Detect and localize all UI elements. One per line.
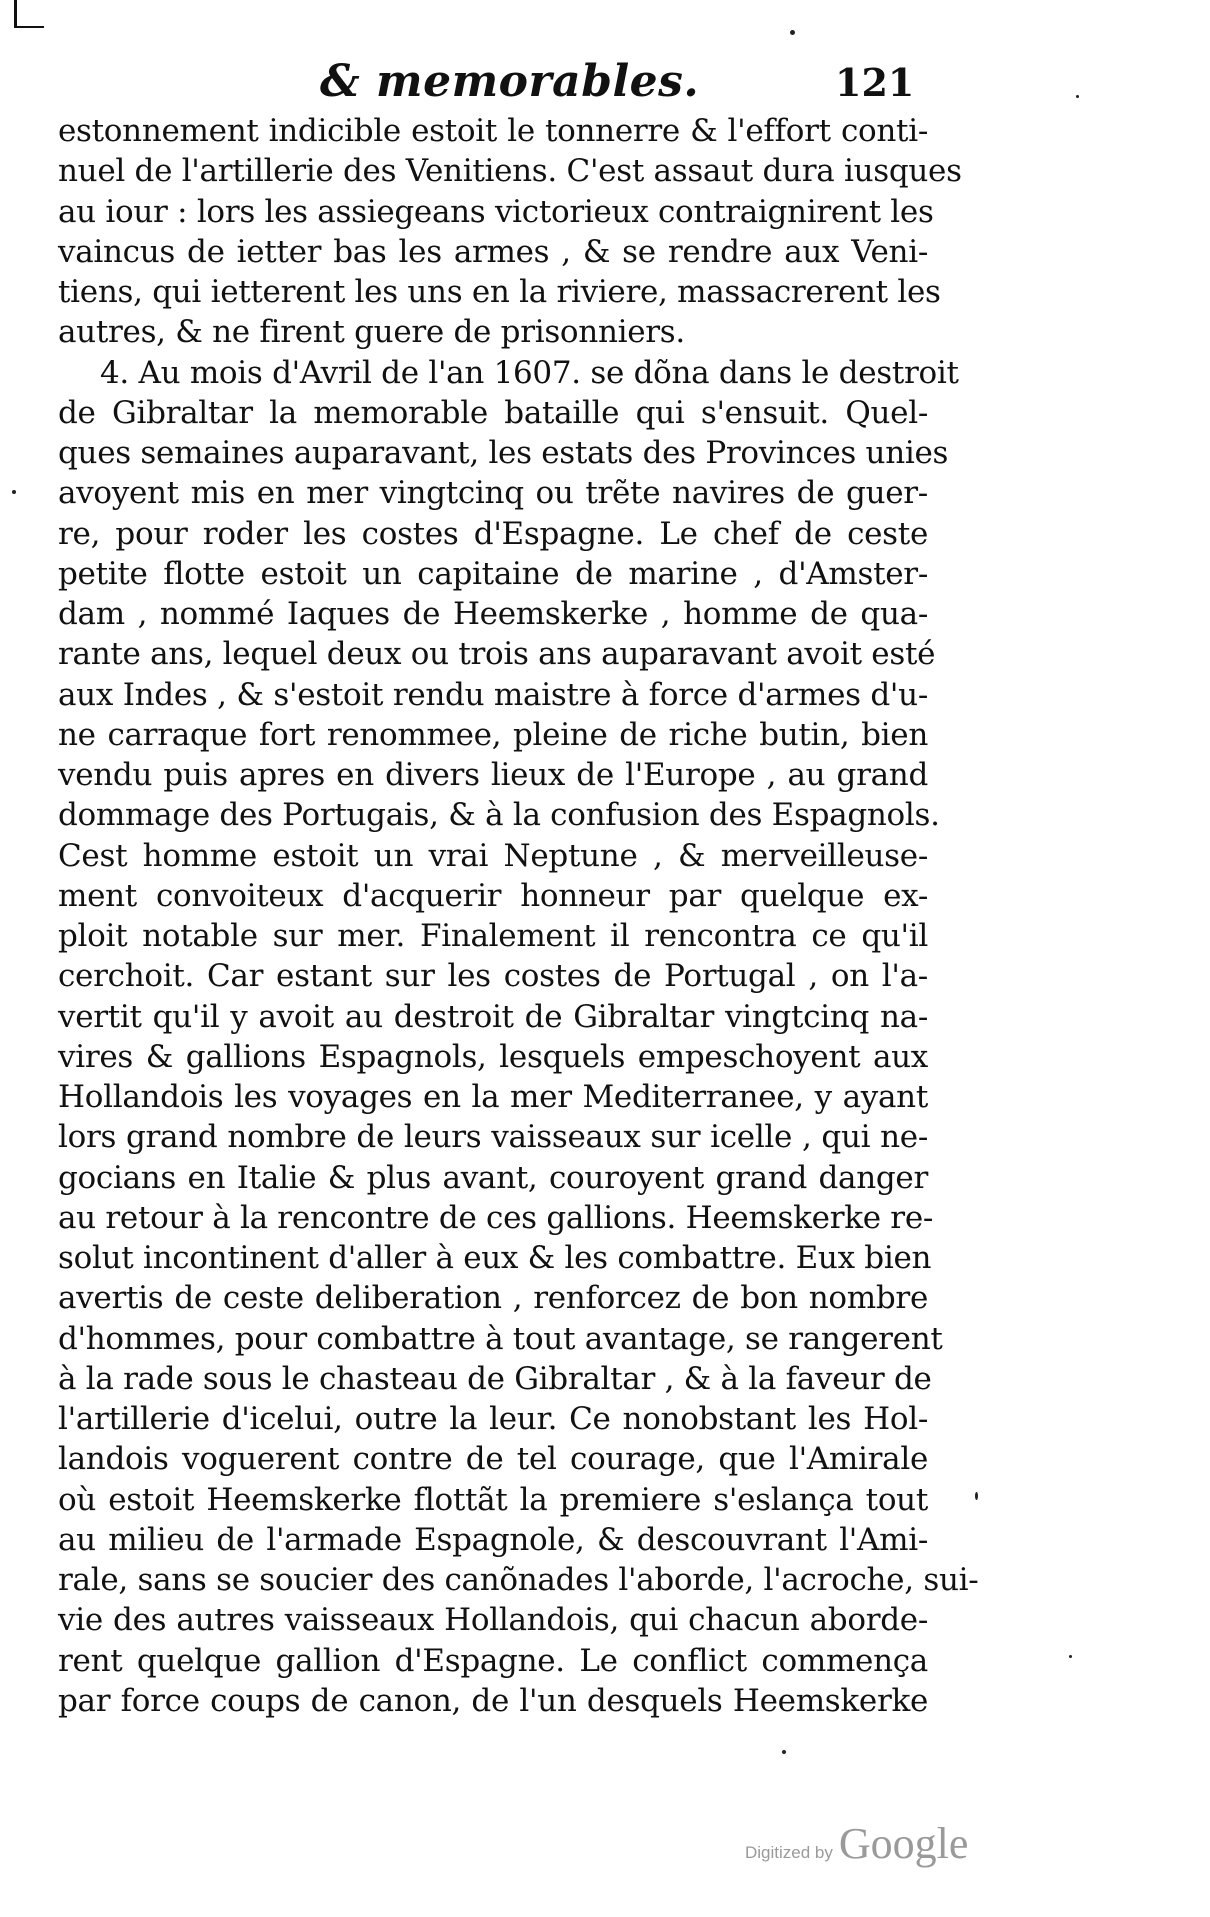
text-line: où estoit Heemskerke flottãt la premiere s'eslança tout — [58, 1481, 928, 1518]
running-title: & memorables. — [320, 56, 700, 107]
text-line: petite flotte estoit un capitaine de marine , d'Amster- — [58, 555, 928, 592]
text-line: vertit qu'il y avoit au destroit de Gibraltar vingtcinq na- — [58, 998, 928, 1035]
text-line: ploit notable sur mer. Finalement il rencontra ce qu'il — [58, 918, 928, 954]
digitization-watermark — [745, 1818, 968, 1869]
page-border-mark — [14, 0, 17, 28]
text-line: au iour : lors les assiegeans victorieux contraignirent les — [58, 193, 934, 230]
ink-speck — [782, 1750, 786, 1754]
text-line: ment convoiteux d'acquerir honneur par quelque ex- — [58, 877, 928, 914]
text-line: au retour à la rencontre de ces gallions. Heemskerke re- — [58, 1199, 934, 1236]
text-line: d'hommes, pour combattre à tout avantage, se rangerent — [58, 1320, 943, 1357]
text-line: re, pour roder les costes d'Espagne. Le chef de ceste — [58, 515, 928, 552]
text-line: lors grand nombre de leurs vaisseaux sur icelle , qui ne- — [58, 1119, 928, 1156]
text-line: à la rade sous le chasteau de Gibraltar , & à la faveur de — [58, 1360, 932, 1397]
text-line: dam , nommé Iaques de Heemskerke , homme de qua- — [58, 596, 928, 632]
text-line: gocians en Italie & plus avant, couroyent grand danger — [58, 1159, 928, 1196]
paragraph-start-line: 4. Au mois d'Avril de l'an 1607. se dõna dans le destroit — [100, 354, 959, 391]
watermark-prefix: Digitized by — [745, 1843, 833, 1862]
text-line: avertis de ceste deliberation , renforcez de bon nombre — [58, 1280, 928, 1317]
text-line: nuel de l'artillerie des Venitiens. C'est assaut dura iusques — [58, 153, 962, 190]
ink-speck — [790, 30, 795, 35]
text-line: rale, sans se soucier des canõnades l'aborde, l'acroche, sui- — [58, 1562, 979, 1598]
text-line: l'artillerie d'icelui, outre la leur. Ce nonobstant les Hol- — [58, 1401, 928, 1437]
text-line: dommage des Portugais, & à la confusion des Espagnols. — [58, 797, 940, 834]
ink-speck — [12, 490, 16, 494]
text-line: autres, & ne firent guere de prisonniers. — [58, 314, 685, 351]
text-line: vires & gallions Espagnols, lesquels empeschoyent aux — [58, 1038, 928, 1075]
text-line: de Gibraltar la memorable bataille qui s'ensuit. Quel- — [58, 394, 928, 431]
google-logo-text: Google — [838, 1819, 969, 1868]
page-number: 121 — [835, 60, 915, 105]
text-line: au milieu de l'armade Espagnole, & descouvrant l'Ami- — [58, 1521, 928, 1558]
text-line: ne carraque fort renommee, pleine de riche butin, bien — [58, 716, 928, 753]
text-line: Cest homme estoit un vrai Neptune , & merveilleuse- — [58, 837, 928, 874]
text-line: rante ans, lequel deux ou trois ans auparavant avoit esté — [58, 636, 936, 673]
ink-speck — [1069, 1655, 1072, 1658]
text-line: cerchoit. Car estant sur les costes de Portugal , on l'a- — [58, 958, 928, 995]
text-line: vendu puis apres en divers lieux de l'Europe , au grand — [58, 757, 928, 793]
page-border-mark-horizontal — [14, 26, 44, 28]
text-line: tiens, qui ietterent les uns en la riviere, massacrerent les — [58, 274, 941, 310]
text-line: ques semaines auparavant, les estats des Provinces unies — [58, 435, 949, 471]
text-line: Hollandois les voyages en la mer Mediterranee, y ayant — [58, 1079, 928, 1115]
text-line: vaincus de ietter bas les armes , & se rendre aux Veni- — [58, 233, 928, 270]
text-line: aux Indes , & s'estoit rendu maistre à force d'armes d'u- — [58, 676, 928, 713]
body-text — [58, 111, 979, 1721]
text-line: avoyent mis en mer vingtcinq ou trẽte navires de guer- — [58, 475, 928, 512]
text-line: solut incontinent d'aller à eux & les combattre. Eux bien — [58, 1240, 932, 1276]
text-line: landois voguerent contre de tel courage, que l'Amirale — [58, 1441, 928, 1478]
text-line: par force coups de canon, de l'un desquels Heemskerke — [58, 1682, 928, 1719]
text-line: estonnement indicible estoit le tonnerre & l'effort conti- — [58, 113, 928, 149]
ink-speck — [975, 1492, 978, 1500]
text-line: vie des autres vaisseaux Hollandois, qui chacun aborde- — [58, 1602, 928, 1639]
text-line: rent quelque gallion d'Espagne. Le conflict commença — [58, 1642, 928, 1679]
ink-speck — [1076, 95, 1079, 98]
